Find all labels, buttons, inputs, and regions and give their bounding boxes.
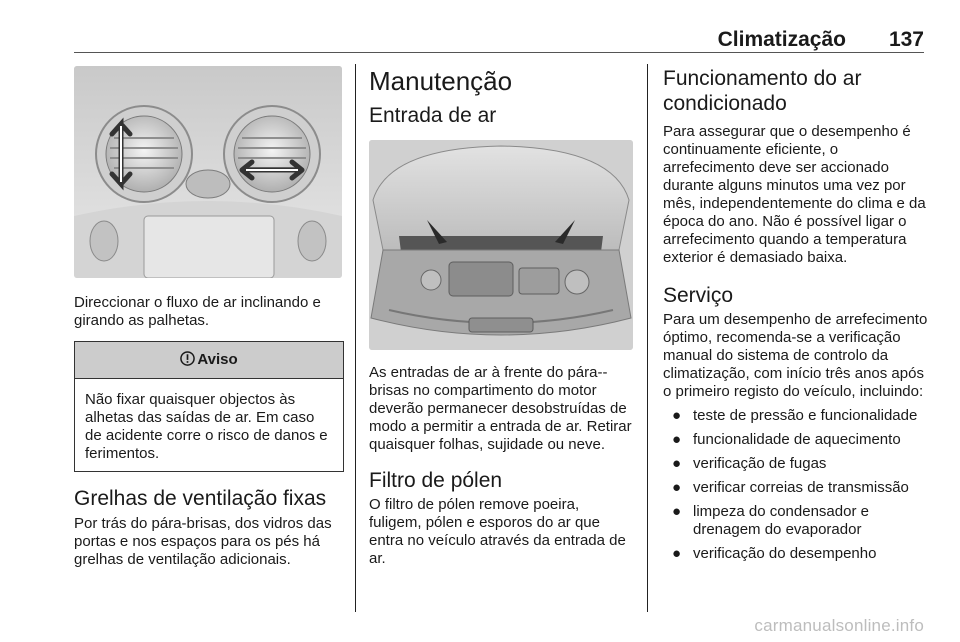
- list-item: [663, 407, 929, 425]
- bullet-icon: ●: [672, 431, 682, 448]
- list-item-text: funcionalidade de aquecimento: [693, 431, 901, 448]
- watermark: carmanualsonline.info: [754, 616, 924, 635]
- warning-notice: [74, 341, 344, 472]
- warning-notice-title: Aviso: [197, 351, 238, 368]
- bullet-icon: ●: [672, 479, 682, 496]
- warning-notice-text: Não fixar quaisquer objectos às alhetas das saídas de ar. Em caso de acidente corre o risco de danos e ferimentos.: [85, 391, 328, 462]
- bullet-icon: ●: [672, 455, 682, 472]
- service-text: Para um desempenho de arrefecimento óptimo, recomenda-se a verificação manual do sistema de controlo da climatização, com início três anos após o primeiro registo do veículo, incluindo:: [663, 311, 928, 400]
- service-heading: Serviço: [663, 284, 734, 307]
- column-right: [663, 66, 929, 569]
- maintenance-section-title: Manutenção: [369, 66, 513, 96]
- list-item: [663, 503, 929, 539]
- warning-notice-header: [75, 342, 343, 379]
- air-intake-text: As entradas de ar à frente do pára--brisas no compartimento do motor deverão permanecer desobstruídas de modo a permitir a entrada de ar. Retirar quaisquer folhas, sujidade ou neve.: [369, 364, 632, 453]
- warning-symbol-icon: [180, 351, 195, 366]
- fixed-vents-text: Por trás do pára-brisas, dos vidros das portas e nos espaços para os pés há grelhas de ventilação adicionais.: [74, 515, 332, 568]
- column-divider-right: [647, 64, 648, 612]
- list-item: [663, 431, 929, 449]
- list-item: [663, 479, 929, 497]
- ac-operation-heading: Funcionamento do ar condicionado: [663, 67, 862, 115]
- list-item: [663, 455, 929, 473]
- page-header: [74, 22, 924, 53]
- column-middle: [369, 66, 633, 568]
- column-divider-left: [355, 64, 356, 612]
- fixed-vents-heading: Grelhas de ventilação fixas: [74, 487, 327, 510]
- pollen-filter-heading: Filtro de pólen: [369, 469, 503, 492]
- list-item-text: teste de pressão e funcionalidade: [693, 407, 918, 424]
- list-item: [663, 545, 929, 563]
- ac-operation-text: Para assegurar que o desempenho é continuamente eficiente, o arrefecimento deve ser accionado durante alguns minutos uma vez por mês, independentemente do clima e da época do ano. Não é possível ligar o arrefecimento quando a temperatura exterior é demasiado baixa.: [663, 123, 926, 266]
- bullet-icon: ●: [672, 503, 682, 520]
- air-intake-heading: Entrada de ar: [369, 104, 497, 127]
- page-number: 137: [888, 28, 924, 51]
- list-item-text: verificação do desempenho: [693, 545, 877, 562]
- list-item-text: verificar correias de transmissão: [693, 479, 909, 496]
- vents-figure-caption: Direccionar o fluxo de ar inclinando e girando as palhetas.: [74, 294, 321, 329]
- engine-bay-illustration: [369, 140, 633, 350]
- list-item-text: limpeza do condensador e drenagem do evaporador: [693, 503, 869, 538]
- column-left: [74, 66, 342, 569]
- pollen-filter-text: O filtro de pólen remove poeira, fuligem, pólen e esporos do ar que entra no veículo através da entrada de ar.: [369, 496, 626, 567]
- bullet-icon: ●: [672, 545, 682, 562]
- service-checklist: [663, 407, 929, 563]
- bullet-icon: ●: [672, 407, 682, 424]
- list-item-text: verificação de fugas: [693, 455, 827, 472]
- air-vents-illustration: [74, 66, 342, 278]
- page-header-title: Climatização: [717, 28, 846, 51]
